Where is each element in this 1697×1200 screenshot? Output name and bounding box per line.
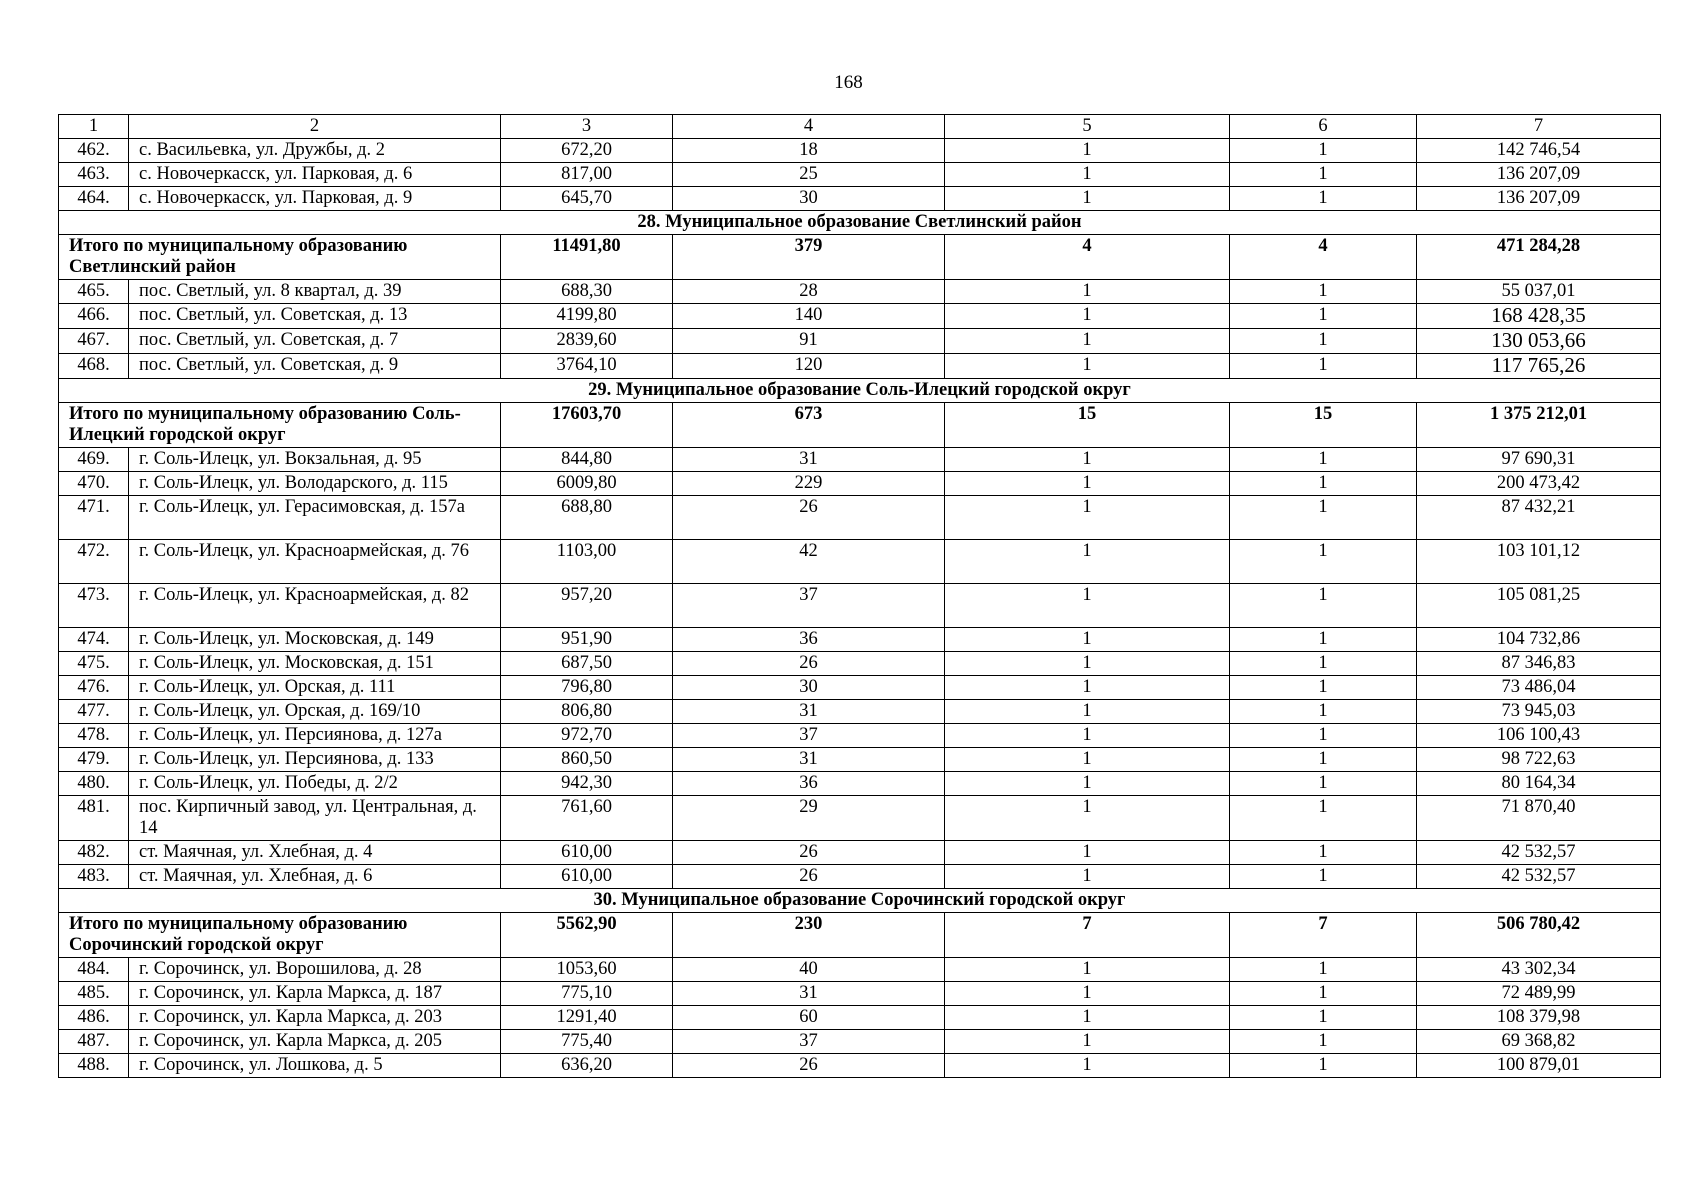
table-row — [59, 772, 1661, 796]
row-number: 474. — [59, 628, 129, 652]
row-col6: 1 — [1230, 676, 1417, 700]
row-number: 465. — [59, 280, 129, 304]
row-area: 1053,60 — [501, 958, 673, 982]
subtotal-row — [59, 235, 1661, 280]
row-amount: 136 207,09 — [1417, 187, 1661, 211]
row-address: пос. Светлый, ул. Советская, д. 13 — [129, 304, 501, 329]
row-col5: 1 — [945, 796, 1230, 841]
table-row — [59, 652, 1661, 676]
subtotal-col6: 4 — [1230, 235, 1417, 280]
row-col5: 1 — [945, 1006, 1230, 1030]
table-row — [59, 700, 1661, 724]
row-area: 951,90 — [501, 628, 673, 652]
row-area: 688,80 — [501, 496, 673, 540]
subtotal-count: 379 — [673, 235, 945, 280]
row-col5: 1 — [945, 280, 1230, 304]
row-count: 229 — [673, 472, 945, 496]
row-col5: 1 — [945, 1030, 1230, 1054]
row-area: 1291,40 — [501, 1006, 673, 1030]
row-address: с. Васильевка, ул. Дружбы, д. 2 — [129, 139, 501, 163]
row-col6: 1 — [1230, 280, 1417, 304]
row-col6: 1 — [1230, 748, 1417, 772]
table-row — [59, 1006, 1661, 1030]
row-count: 30 — [673, 676, 945, 700]
row-col6: 1 — [1230, 448, 1417, 472]
row-col6: 1 — [1230, 982, 1417, 1006]
section-heading: 30. Муниципальное образование Сорочинский городской округ — [59, 889, 1661, 913]
row-col6: 1 — [1230, 163, 1417, 187]
table-row — [59, 496, 1661, 540]
row-col5: 1 — [945, 724, 1230, 748]
row-amount: 97 690,31 — [1417, 448, 1661, 472]
row-amount: 87 432,21 — [1417, 496, 1661, 540]
subtotal-col5: 15 — [945, 403, 1230, 448]
subtotal-amount: 1 375 212,01 — [1417, 403, 1661, 448]
row-count: 37 — [673, 584, 945, 628]
row-col5: 1 — [945, 652, 1230, 676]
row-number: 473. — [59, 584, 129, 628]
column-header: 5 — [945, 115, 1230, 139]
column-header: 1 — [59, 115, 129, 139]
row-area: 775,10 — [501, 982, 673, 1006]
row-col5: 1 — [945, 329, 1230, 354]
subtotal-row — [59, 403, 1661, 448]
row-number: 472. — [59, 540, 129, 584]
row-number: 469. — [59, 448, 129, 472]
row-amount: 100 879,01 — [1417, 1054, 1661, 1078]
row-number: 470. — [59, 472, 129, 496]
row-number: 478. — [59, 724, 129, 748]
row-amount: 42 532,57 — [1417, 841, 1661, 865]
row-address: пос. Светлый, ул. Советская, д. 7 — [129, 329, 501, 354]
row-area: 817,00 — [501, 163, 673, 187]
row-amount: 87 346,83 — [1417, 652, 1661, 676]
row-address: г. Соль-Илецк, ул. Персиянова, д. 133 — [129, 748, 501, 772]
page-number: 168 — [834, 72, 863, 93]
row-number: 477. — [59, 700, 129, 724]
row-number: 480. — [59, 772, 129, 796]
row-col5: 1 — [945, 700, 1230, 724]
table-row — [59, 448, 1661, 472]
row-count: 37 — [673, 724, 945, 748]
row-count: 31 — [673, 700, 945, 724]
row-area: 806,80 — [501, 700, 673, 724]
row-col6: 1 — [1230, 865, 1417, 889]
table-row — [59, 329, 1661, 354]
subtotal-col6: 15 — [1230, 403, 1417, 448]
row-address: г. Соль-Илецк, ул. Герасимовская, д. 157а — [129, 496, 501, 540]
row-amount: 136 207,09 — [1417, 163, 1661, 187]
row-col5: 1 — [945, 304, 1230, 329]
table-row — [59, 676, 1661, 700]
row-col6: 1 — [1230, 304, 1417, 329]
row-col5: 1 — [945, 841, 1230, 865]
row-col6: 1 — [1230, 540, 1417, 584]
table-row — [59, 354, 1661, 379]
table-row — [59, 1030, 1661, 1054]
row-address: с. Новочеркасск, ул. Парковая, д. 6 — [129, 163, 501, 187]
section-heading-row — [59, 889, 1661, 913]
row-address: г. Сорочинск, ул. Карла Маркса, д. 203 — [129, 1006, 501, 1030]
row-col6: 1 — [1230, 139, 1417, 163]
row-area: 972,70 — [501, 724, 673, 748]
section-heading-row — [59, 211, 1661, 235]
subtotal-col5: 4 — [945, 235, 1230, 280]
row-count: 29 — [673, 796, 945, 841]
row-col5: 1 — [945, 472, 1230, 496]
row-col5: 1 — [945, 448, 1230, 472]
row-col6: 1 — [1230, 1030, 1417, 1054]
row-address: г. Соль-Илецк, ул. Московская, д. 151 — [129, 652, 501, 676]
row-amount: 69 368,82 — [1417, 1030, 1661, 1054]
row-col6: 1 — [1230, 187, 1417, 211]
table-body — [59, 115, 1661, 1078]
row-area: 2839,60 — [501, 329, 673, 354]
row-number: 476. — [59, 676, 129, 700]
row-col5: 1 — [945, 676, 1230, 700]
row-amount: 55 037,01 — [1417, 280, 1661, 304]
column-header-row — [59, 115, 1661, 139]
row-col5: 1 — [945, 163, 1230, 187]
row-count: 26 — [673, 865, 945, 889]
row-col6: 1 — [1230, 1006, 1417, 1030]
row-count: 40 — [673, 958, 945, 982]
row-amount: 80 164,34 — [1417, 772, 1661, 796]
row-address: г. Соль-Илецк, ул. Персиянова, д. 127а — [129, 724, 501, 748]
column-header: 2 — [129, 115, 501, 139]
row-amount: 142 746,54 — [1417, 139, 1661, 163]
row-address: г. Соль-Илецк, ул. Красноармейская, д. 82 — [129, 584, 501, 628]
row-amount: 104 732,86 — [1417, 628, 1661, 652]
row-amount: 200 473,42 — [1417, 472, 1661, 496]
row-address: пос. Кирпичный завод, ул. Центральная, д. 14 — [129, 796, 501, 841]
table-row — [59, 139, 1661, 163]
row-number: 475. — [59, 652, 129, 676]
row-address: ст. Маячная, ул. Хлебная, д. 6 — [129, 865, 501, 889]
row-col6: 1 — [1230, 724, 1417, 748]
row-amount: 72 489,99 — [1417, 982, 1661, 1006]
row-count: 30 — [673, 187, 945, 211]
row-area: 672,20 — [501, 139, 673, 163]
row-area: 4199,80 — [501, 304, 673, 329]
row-area: 796,80 — [501, 676, 673, 700]
row-address: с. Новочеркасск, ул. Парковая, д. 9 — [129, 187, 501, 211]
row-area: 645,70 — [501, 187, 673, 211]
row-area: 688,30 — [501, 280, 673, 304]
row-col5: 1 — [945, 1054, 1230, 1078]
table-row — [59, 472, 1661, 496]
subtotal-count: 230 — [673, 913, 945, 958]
row-count: 26 — [673, 841, 945, 865]
row-area: 3764,10 — [501, 354, 673, 379]
row-number: 488. — [59, 1054, 129, 1078]
row-count: 37 — [673, 1030, 945, 1054]
row-count: 60 — [673, 1006, 945, 1030]
table-row — [59, 865, 1661, 889]
table-row — [59, 724, 1661, 748]
row-number: 471. — [59, 496, 129, 540]
row-col5: 1 — [945, 496, 1230, 540]
row-area: 860,50 — [501, 748, 673, 772]
row-area: 687,50 — [501, 652, 673, 676]
row-count: 36 — [673, 772, 945, 796]
row-number: 479. — [59, 748, 129, 772]
row-number: 486. — [59, 1006, 129, 1030]
row-number: 482. — [59, 841, 129, 865]
row-col6: 1 — [1230, 958, 1417, 982]
row-amount: 73 486,04 — [1417, 676, 1661, 700]
row-count: 31 — [673, 982, 945, 1006]
row-col5: 1 — [945, 628, 1230, 652]
row-amount: 98 722,63 — [1417, 748, 1661, 772]
row-col5: 1 — [945, 187, 1230, 211]
row-address: г. Сорочинск, ул. Карла Маркса, д. 187 — [129, 982, 501, 1006]
row-address: г. Соль-Илецк, ул. Красноармейская, д. 76 — [129, 540, 501, 584]
row-col5: 1 — [945, 354, 1230, 379]
row-col5: 1 — [945, 748, 1230, 772]
row-col5: 1 — [945, 772, 1230, 796]
row-area: 844,80 — [501, 448, 673, 472]
subtotal-area: 5562,90 — [501, 913, 673, 958]
row-col6: 1 — [1230, 472, 1417, 496]
row-amount: 42 532,57 — [1417, 865, 1661, 889]
row-area: 1103,00 — [501, 540, 673, 584]
row-number: 485. — [59, 982, 129, 1006]
subtotal-area: 11491,80 — [501, 235, 673, 280]
row-col5: 1 — [945, 584, 1230, 628]
row-col6: 1 — [1230, 700, 1417, 724]
row-address: ст. Маячная, ул. Хлебная, д. 4 — [129, 841, 501, 865]
row-col6: 1 — [1230, 496, 1417, 540]
row-count: 120 — [673, 354, 945, 379]
row-address: г. Сорочинск, ул. Лошкова, д. 5 — [129, 1054, 501, 1078]
row-col5: 1 — [945, 865, 1230, 889]
row-amount: 105 081,25 — [1417, 584, 1661, 628]
row-col5: 1 — [945, 540, 1230, 584]
subtotal-label: Итого по муниципальному образованию Светлинский район — [59, 235, 501, 280]
row-amount: 106 100,43 — [1417, 724, 1661, 748]
section-heading: 29. Муниципальное образование Соль-Илецкий городской округ — [59, 379, 1661, 403]
column-header: 6 — [1230, 115, 1417, 139]
row-area: 6009,80 — [501, 472, 673, 496]
section-heading-row — [59, 379, 1661, 403]
row-col6: 1 — [1230, 329, 1417, 354]
row-area: 610,00 — [501, 865, 673, 889]
table-row — [59, 304, 1661, 329]
subtotal-count: 673 — [673, 403, 945, 448]
row-number: 484. — [59, 958, 129, 982]
row-address: пос. Светлый, ул. Советская, д. 9 — [129, 354, 501, 379]
table-row — [59, 163, 1661, 187]
row-count: 26 — [673, 652, 945, 676]
housing-table — [58, 114, 1661, 1078]
row-count: 31 — [673, 748, 945, 772]
subtotal-amount: 506 780,42 — [1417, 913, 1661, 958]
row-address: пос. Светлый, ул. 8 квартал, д. 39 — [129, 280, 501, 304]
row-area: 957,20 — [501, 584, 673, 628]
table-row — [59, 584, 1661, 628]
table-row — [59, 187, 1661, 211]
row-amount: 130 053,66 — [1417, 329, 1661, 354]
row-count: 31 — [673, 448, 945, 472]
row-address: г. Соль-Илецк, ул. Вокзальная, д. 95 — [129, 448, 501, 472]
row-number: 462. — [59, 139, 129, 163]
row-count: 42 — [673, 540, 945, 584]
row-address: г. Сорочинск, ул. Карла Маркса, д. 205 — [129, 1030, 501, 1054]
row-count: 91 — [673, 329, 945, 354]
row-col5: 1 — [945, 958, 1230, 982]
row-number: 468. — [59, 354, 129, 379]
row-col5: 1 — [945, 139, 1230, 163]
column-header: 7 — [1417, 115, 1661, 139]
row-col6: 1 — [1230, 652, 1417, 676]
row-area: 761,60 — [501, 796, 673, 841]
subtotal-amount: 471 284,28 — [1417, 235, 1661, 280]
subtotal-area: 17603,70 — [501, 403, 673, 448]
row-number: 483. — [59, 865, 129, 889]
section-heading: 28. Муниципальное образование Светлинский район — [59, 211, 1661, 235]
row-address: г. Соль-Илецк, ул. Победы, д. 2/2 — [129, 772, 501, 796]
table-row — [59, 841, 1661, 865]
table-row — [59, 748, 1661, 772]
subtotal-col5: 7 — [945, 913, 1230, 958]
table-row — [59, 796, 1661, 841]
row-address: г. Сорочинск, ул. Ворошилова, д. 28 — [129, 958, 501, 982]
row-address: г. Соль-Илецк, ул. Володарского, д. 115 — [129, 472, 501, 496]
row-count: 28 — [673, 280, 945, 304]
subtotal-col6: 7 — [1230, 913, 1417, 958]
subtotal-label: Итого по муниципальному образованию Сорочинский городской округ — [59, 913, 501, 958]
row-area: 610,00 — [501, 841, 673, 865]
column-header: 3 — [501, 115, 673, 139]
row-number: 463. — [59, 163, 129, 187]
row-amount: 168 428,35 — [1417, 304, 1661, 329]
row-count: 25 — [673, 163, 945, 187]
table-row — [59, 958, 1661, 982]
row-number: 487. — [59, 1030, 129, 1054]
row-col6: 1 — [1230, 796, 1417, 841]
row-number: 481. — [59, 796, 129, 841]
row-number: 466. — [59, 304, 129, 329]
table-row — [59, 540, 1661, 584]
row-count: 26 — [673, 496, 945, 540]
subtotal-label: Итого по муниципальному образованию Соль-Илецкий городской округ — [59, 403, 501, 448]
row-amount: 43 302,34 — [1417, 958, 1661, 982]
table-row — [59, 1054, 1661, 1078]
subtotal-row — [59, 913, 1661, 958]
row-col6: 1 — [1230, 1054, 1417, 1078]
row-amount: 108 379,98 — [1417, 1006, 1661, 1030]
table-row — [59, 982, 1661, 1006]
table-row — [59, 280, 1661, 304]
row-count: 140 — [673, 304, 945, 329]
row-count: 36 — [673, 628, 945, 652]
row-amount: 71 870,40 — [1417, 796, 1661, 841]
table-row — [59, 628, 1661, 652]
row-amount: 117 765,26 — [1417, 354, 1661, 379]
row-address: г. Соль-Илецк, ул. Орская, д. 111 — [129, 676, 501, 700]
row-col6: 1 — [1230, 584, 1417, 628]
row-address: г. Соль-Илецк, ул. Орская, д. 169/10 — [129, 700, 501, 724]
row-col6: 1 — [1230, 628, 1417, 652]
row-number: 464. — [59, 187, 129, 211]
row-amount: 73 945,03 — [1417, 700, 1661, 724]
row-area: 636,20 — [501, 1054, 673, 1078]
row-col6: 1 — [1230, 841, 1417, 865]
row-col5: 1 — [945, 982, 1230, 1006]
row-number: 467. — [59, 329, 129, 354]
column-header: 4 — [673, 115, 945, 139]
row-address: г. Соль-Илецк, ул. Московская, д. 149 — [129, 628, 501, 652]
row-col6: 1 — [1230, 772, 1417, 796]
row-count: 18 — [673, 139, 945, 163]
row-count: 26 — [673, 1054, 945, 1078]
row-col6: 1 — [1230, 354, 1417, 379]
row-amount: 103 101,12 — [1417, 540, 1661, 584]
row-area: 942,30 — [501, 772, 673, 796]
row-area: 775,40 — [501, 1030, 673, 1054]
